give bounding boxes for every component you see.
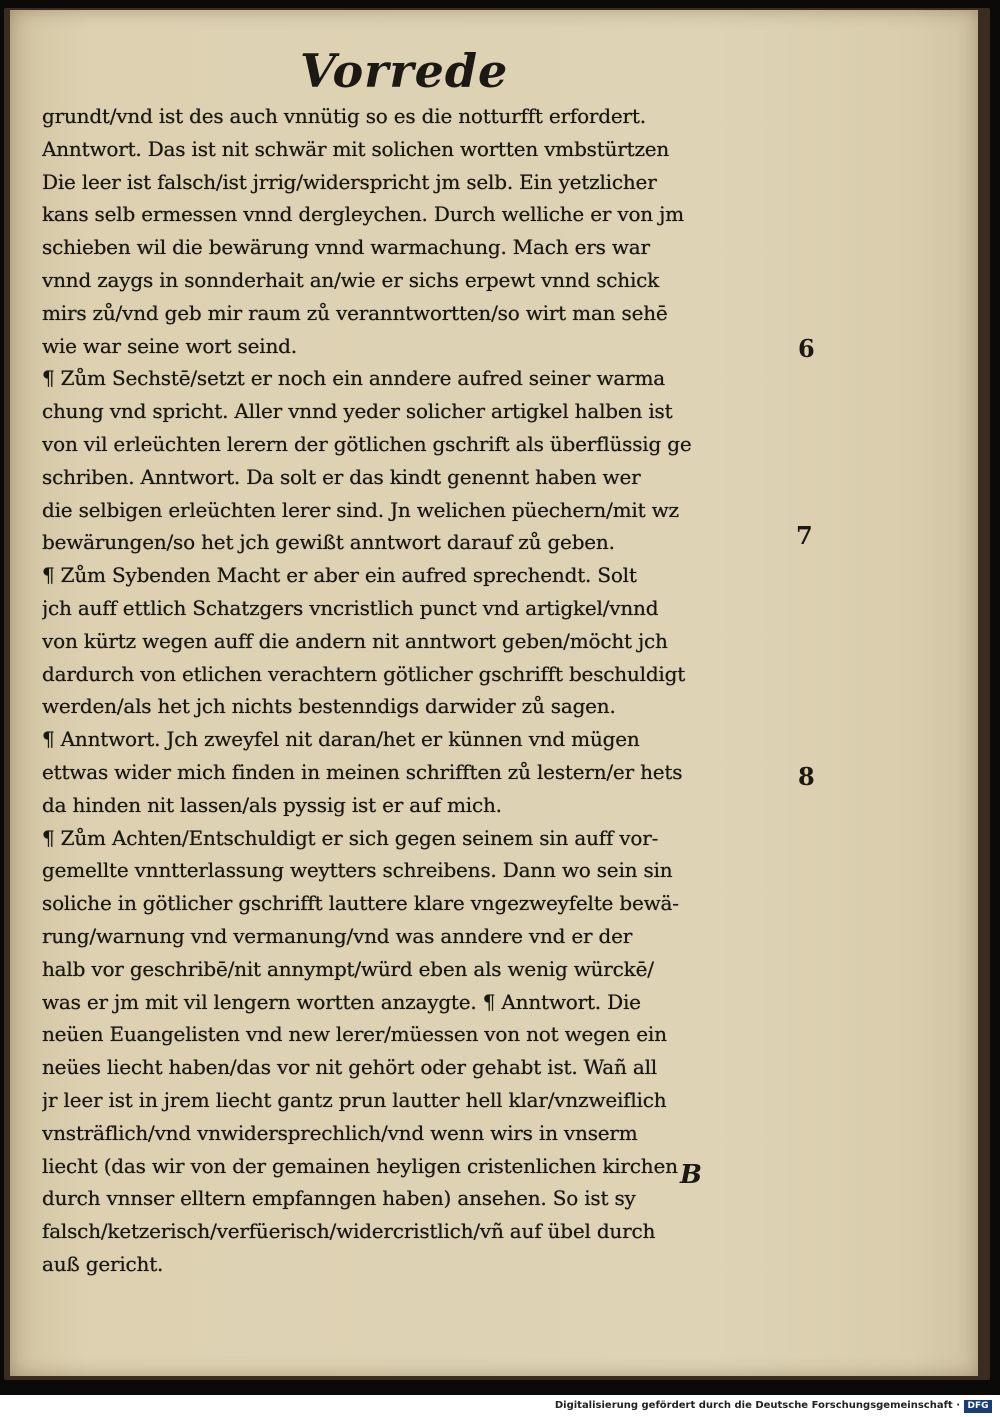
text-line: die selbigen erleüchten lerer sind. Jn welichen püechern/mit wz — [42, 497, 679, 522]
text-line: neües liecht haben/das vor nit gehört oder gehabt ist. Wañ all — [42, 1055, 657, 1080]
text-line: ettwas wider mich finden in meinen schrifften zů lestern/er hets — [42, 759, 683, 784]
text-line: schieben wil die bewärung vnnd warmachung. Mach ers war — [42, 235, 650, 260]
text-line: schriben. Anntwort. Da solt er das kindt genennt haben wer — [42, 464, 641, 489]
text-line: durch vnnser elltern empfanngen haben) ansehen. So ist sy — [42, 1186, 636, 1211]
text-line: bewärungen/so het jch gewißt anntwort darauf zů geben. — [42, 530, 615, 555]
text-line: ¶ Zům Sechstē/setzt er noch ein anndere aufred seiner warma — [42, 366, 665, 391]
footer-credit: Digitalisierung gefördert durch die Deutsche Forschungsgemeinschaft · — [554, 1400, 960, 1411]
text-line: soliche in götlicher gschrifft lauttere klare vngezweyfelte bewä- — [42, 891, 679, 916]
text-line: halb vor geschribē/nit annympt/würd eben als wenig würckē/ — [42, 956, 654, 981]
margin-note-7: 7 — [796, 521, 813, 550]
signature-mark: B — [680, 1160, 702, 1190]
text-line: neüen Euangelisten vnd new lerer/müessen von not wegen ein — [42, 1022, 667, 1047]
text-line: ¶ Anntwort. Jch zweyfel nit daran/het er künnen vnd mügen — [42, 727, 640, 752]
margin-note-8: 8 — [798, 762, 815, 791]
text-line: jch auff ettlich Schatzgers vncristlich punct vnd artigkel/vnnd — [42, 595, 659, 620]
text-line: mirs zů/vnd geb mir raum zů veranntwortten/so wirt man sehē — [42, 300, 668, 325]
text-line: von kürtz wegen auff die andern nit anntwort geben/möcht jch — [42, 628, 668, 653]
text-line: vnnd zaygs in sonnderhait an/wie er sichs erpewt vnnd schick — [42, 267, 660, 292]
text-line: chung vnd spricht. Aller vnnd yeder solicher artigkel halben ist — [42, 399, 673, 424]
text-block — [42, 100, 772, 1281]
text-line: da hinden nit lassen/als pyssig ist er auf mich. — [42, 792, 502, 817]
text-line: falsch/ketzerisch/verfüerisch/widercristlich/vñ auf übel durch — [42, 1219, 656, 1244]
text-line: ¶ Zům Achten/Entschuldigt er sich gegen seinem sin auff vor- — [42, 825, 659, 850]
text-line: Anntwort. Das ist nit schwär mit solichen wortten vmbstürtzen — [42, 136, 670, 161]
text-line: grundt/vnd ist des auch vnnütig so es die notturfft erfordert. — [42, 104, 646, 128]
text-line: was er jm mit vil lengern wortten anzaygte. ¶ Anntwort. Die — [42, 989, 641, 1014]
text-line: wie war seine wort seind. — [42, 333, 297, 358]
margin-note-6: 6 — [798, 334, 815, 363]
dfg-logo-icon: DFG — [964, 1400, 992, 1413]
text-line: ¶ Zům Sybenden Macht er aber ein aufred sprechendt. Solt — [42, 563, 637, 588]
text-line: jr leer ist in jrem liecht gantz prun lautter hell klar/vnzweiflich — [42, 1087, 667, 1112]
text-line: dardurch von etlichen verachtern götlicher gschrifft beschuldigt — [42, 661, 686, 686]
text-line: gemellte vnntterlassung weytters schreibens. Dann wo sein sin — [42, 858, 673, 883]
text-line: Die leer ist falsch/ist jrrig/widerspricht jm selb. Ein yetzlicher — [42, 169, 657, 194]
text-line: kans selb ermessen vnnd dergleychen. Durch welliche er von jm — [42, 202, 684, 227]
text-line: auß gericht. — [42, 1251, 164, 1276]
text-line: vnsträflich/vnd vnwidersprechlich/vnd wenn wirs in vnserm — [42, 1120, 638, 1145]
page-title: Vorrede — [300, 44, 509, 98]
text-line: von vil erleüchten lerern der götlichen gschrift als überflüssig ge — [42, 431, 692, 456]
text-line: liecht (das wir von der gemainen heyligen cristenlichen kirchen — [42, 1153, 678, 1178]
text-line: rung/warnung vnd vermanung/vnd was anndere vnd er der — [42, 923, 633, 948]
text-line: werden/als het jch nichts bestenndigs darwider zů sagen. — [42, 694, 616, 719]
